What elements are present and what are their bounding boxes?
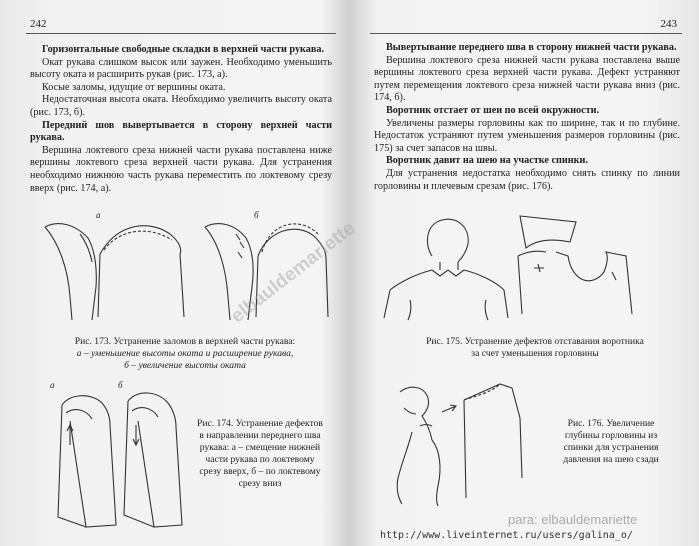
right-header-rule: [370, 33, 682, 34]
fig174-label-b: б: [118, 380, 123, 390]
fig173-caption-3: б – увеличение высоты оката: [124, 360, 246, 371]
fig173-label-a: а: [96, 210, 101, 220]
fig176-caption-4: давления на шею сзади: [563, 454, 659, 465]
left-para-5: Вершина локтевого среза нижней части рукава поставлена ниже вершины локтевого среза верхней части рукава. Для устранения необходимо нижнюю часть рукава переместить по локтевому срезу вверх (рис. 174, а).: [30, 144, 332, 194]
fig173-caption: [40, 336, 330, 372]
right-para-3: Увеличены размеры горловины как по ширине, так и по глубине. Недостаток устраняют путем уменьшения размеров горловины (рис. 175) за счет запасов на швы.: [374, 117, 680, 154]
fig175-drawing: [380, 212, 699, 332]
right-body-text: [374, 42, 680, 193]
right-para-2: Воротник отстает от шеи по всей окружности.: [386, 104, 600, 116]
right-para-5: Для устранения недостатка необходимо снять спинку по линии горловины и плечевым срезам (рис. 176).: [374, 167, 680, 192]
fig173-label-b: б: [254, 210, 259, 220]
fig174-caption-3: рукава: а – смещение нижней: [199, 442, 321, 453]
fig175-caption: [390, 336, 680, 360]
fig174-label-a: а: [50, 380, 55, 390]
left-para-3: Недостаточная высота оката. Необходимо увеличить высоту оката (рис. 173, б).: [30, 94, 332, 118]
fig174-caption-2: в направлении переднего шва: [199, 430, 321, 441]
fig174-caption-5: срезу вверх, б – по локтевому: [199, 466, 321, 477]
fig176-drawing: [380, 378, 580, 508]
left-para-2: Косые заломы, идущие от вершины оката.: [42, 81, 226, 93]
right-page-number: 243: [660, 18, 677, 30]
right-para-4: Воротник давит на шею на участке спинки.: [386, 155, 588, 167]
fig174-caption: [190, 418, 330, 490]
source-url[interactable]: http://www.liveinternet.ru/users/galina_o/: [380, 530, 633, 541]
fig174-caption-1: Рис. 174. Устранение дефектов: [197, 418, 323, 429]
fig175-caption-2: за счет уменьшения горловины: [471, 348, 599, 359]
fig176-caption-1: Рис. 176. Увеличение: [567, 418, 655, 429]
right-page: [350, 0, 699, 546]
fig173-caption-1: Рис. 173. Устранение заломов в верхней части рукава:: [74, 336, 296, 347]
fig175-caption-1: Рис. 175. Устранение дефектов отставания воротника: [426, 336, 644, 347]
left-header-rule: [26, 33, 336, 34]
fig176-caption-2: глубины горловины из: [564, 430, 658, 441]
left-page-number: 242: [30, 18, 47, 30]
fig176-caption: [556, 418, 666, 466]
fig174-caption-4: части рукава по локтевому: [205, 454, 315, 465]
left-para-0: Горизонтальные свободные складки в верхней части рукава.: [42, 44, 325, 55]
fig173-caption-2: а – уменьшение высоты оката и расширение рукава,: [76, 348, 294, 359]
credit-text: para: elbauldemariette: [508, 512, 638, 527]
fig174-caption-6: срезу вниз: [238, 478, 282, 489]
watermark: elbauldemariette: [227, 217, 360, 328]
left-para-4: Передний шов вывертывается в сторону верхней части рукава.: [30, 119, 332, 144]
right-para-1: Вершина локтевого среза нижней части рукава поставлена выше вершины локтевого среза верхней части рукава. Дефект устраняют путем перемещения локтевого среза нижней части рукава вниз (рис. 174, б).: [374, 54, 680, 104]
left-para-1: Окат рукава слишком высок или заужен. Необходимо уменьшить высоту оката и расширить рукав (рис. 173, а).: [30, 56, 332, 81]
fig176-caption-3: спинки для устранения: [563, 442, 659, 453]
right-para-0: Вывертывание переднего шва в сторону нижней части рукава.: [386, 42, 677, 53]
left-body-text: [30, 44, 332, 195]
